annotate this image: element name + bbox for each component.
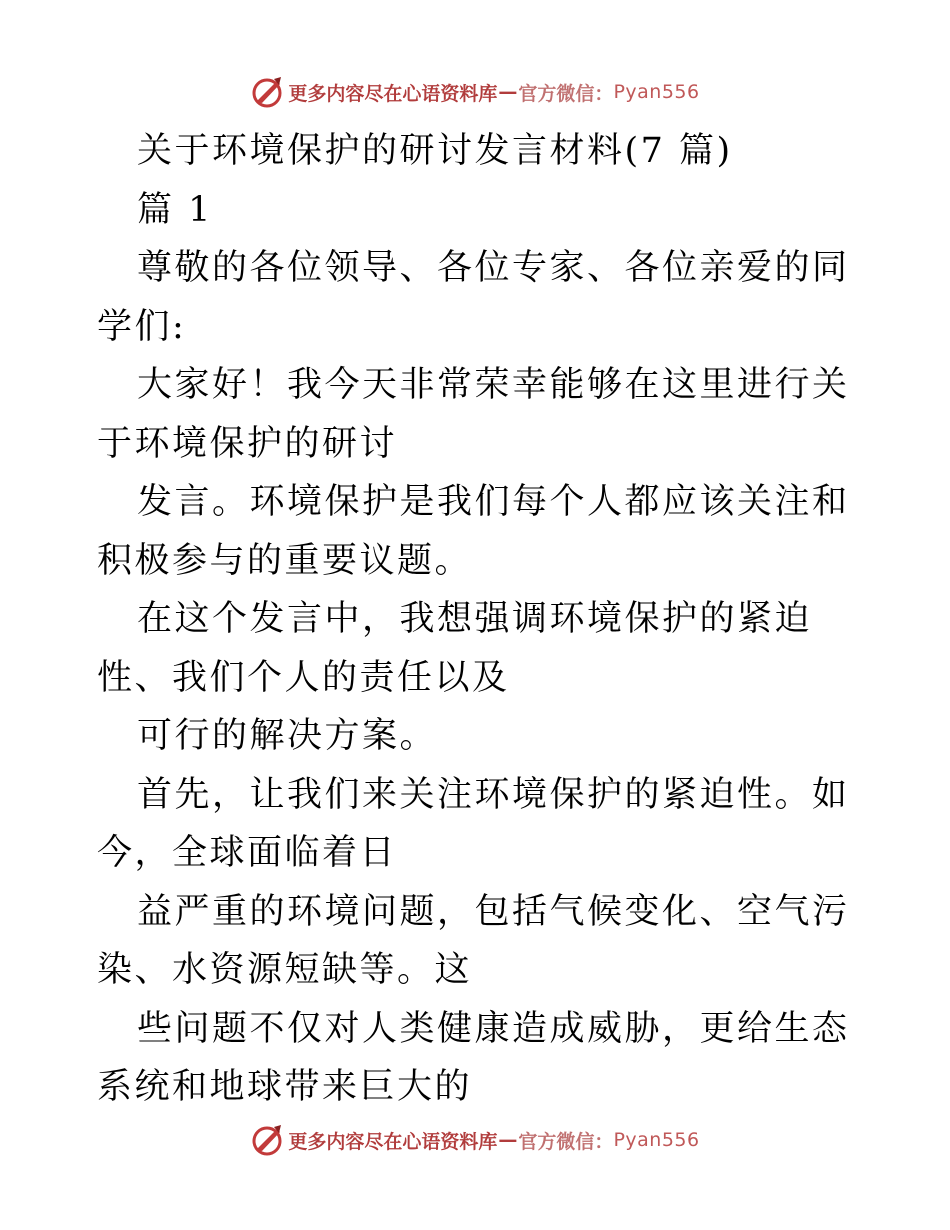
document-title: 关于环境保护的研讨发言材料(7 篇) — [137, 131, 733, 171]
footer-banner — [0, 1120, 950, 1160]
banner-brand: 更多内容尽在心语资料库 — [288, 82, 498, 105]
banner-dash: — — [498, 81, 518, 103]
banner-wechat-id: Pyan556 — [613, 1129, 700, 1151]
header-banner — [0, 72, 950, 112]
paragraph: 可行的解决方案。 — [137, 716, 438, 756]
banner-wechat-id: Pyan556 — [613, 81, 700, 103]
quill-logo-icon — [250, 75, 284, 109]
banner-brand: 更多内容尽在心语资料库 — [288, 1130, 498, 1153]
paragraph: 些问题不仅对人类健康造成威胁，更给生态系统和地球带来巨大的 — [97, 1008, 850, 1107]
paragraph: 首先，让我们来关注环境保护的紧迫性。如今，全球面临着日 — [97, 774, 850, 873]
banner-wechat-label: 官方微信： — [518, 82, 614, 105]
paragraph: 发言。环境保护是我们每个人都应该关注和积极参与的重要议题。 — [97, 482, 850, 581]
section-heading: 篇 1 — [137, 189, 213, 230]
quill-logo-icon — [250, 1123, 284, 1157]
paragraph: 在这个发言中，我想强调环境保护的紧迫性、我们个人的责任以及 — [97, 599, 813, 698]
banner-wechat-label: 官方微信： — [518, 1130, 614, 1153]
paragraph: 益严重的环境问题，包括气候变化、空气污染、水资源短缺等。这 — [97, 891, 850, 990]
document-body — [97, 122, 857, 1117]
paragraph: 尊敬的各位领导、各位专家、各位亲爱的同学们: — [97, 248, 850, 347]
paragraph: 大家好！我今天非常荣幸能够在这里进行关于环境保护的研讨 — [97, 365, 850, 464]
banner-dash: — — [498, 1129, 518, 1151]
